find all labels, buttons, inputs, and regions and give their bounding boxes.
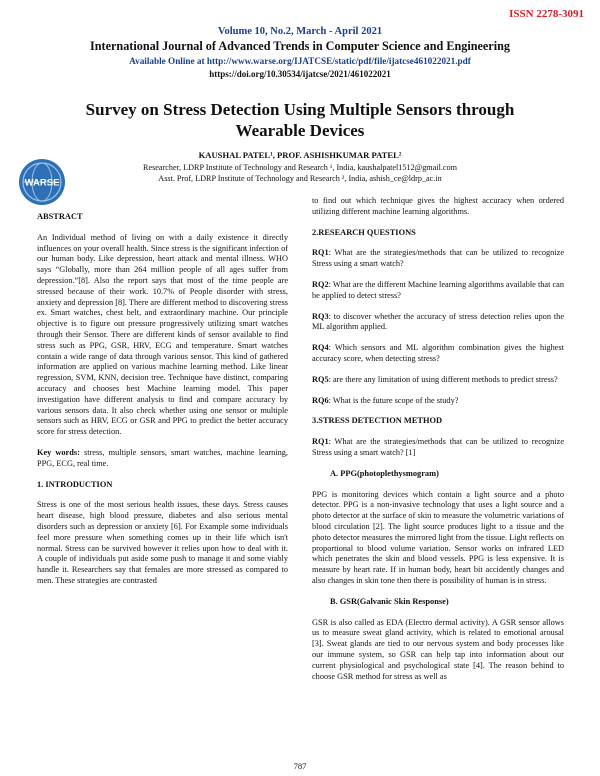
research-questions-heading: 2.RESEARCH QUESTIONS	[312, 227, 416, 237]
keywords	[37, 448, 288, 470]
research-questions-list	[312, 248, 564, 406]
left-column	[37, 212, 288, 597]
paper-title: Survey on Stress Detection Using Multiple Sensors through Wearable Devices	[85, 100, 515, 140]
abstract-text: An Individual method of living on with a daily existence it directly influences on your overall health. Since stress is the significant infection of our human body. Like depression, heart attack and mental illness. WHO says “Globally, more than 264 million people of all ages suffer from depression.”[8]. Also the report says that most of the time people are stressed because of their work. 10.7% of People disorder with stress, anxiety and depression [8]. There are different method to discovering stress ex. Smart watches, chest belt, and extraordinary machine. Our principle objective is to figure out pressure progressively utilizing smart watches through their Sensor. There are different kinds of sensor available to find stress such as PPG, GSR, HRV, ECG and temperature. Smart watches contain a wide range of data through various sensor. This kind of gathered information are applied on various machine learning method. Like linear regression, SVM, KNN, decision tree. Technique have distinct, comparing accuracy and chooses best Machine learning model. This paper investigation have different analysis to find and compare accuracy by various sensors data. It also check whether using one sensor or multiple sensors such as HRV, ECG or GSR and PPG to predict the better accuracy score for stress detection.	[37, 232, 288, 437]
rq-item	[312, 280, 564, 302]
issn: ISSN 2278-3091	[509, 8, 584, 20]
rq-text: : to discover whether the accuracy of stress detection relies upon the ML algorithm applied.	[312, 311, 564, 332]
gsr-text: GSR is also called as EDA (Electro dermal activity). A GSR sensor allows us to measure sweat gland activity, which is related to emotional arousal [3]. Sweat glands are tied to our nervous system and body processes like our immune system, so GSR can help tap into information about our current physiological and psychological state [4]. The reason behind to choose GSR method for stress as well as	[312, 617, 564, 681]
rq-item	[312, 312, 564, 334]
rq-item	[312, 375, 564, 386]
continuation-text: to find out which technique gives the highest accuracy when ordered utilizing different machine learning algorithms.	[312, 196, 564, 216]
ppg-text: PPG is monitoring devices which contain a light source and a photo detector. PPG is a non-invasive technology that uses a light source and a photo detector at the surface of skin to measure the volumetric variations of blood circulation [2]. The light source produces light to a tissue and the photo detector measures the mirrored light from the tissue. Light reflects on proportional to blood volume variation. Sensor works on infrared LED which penetrates the skin and blood vessels. PPG is less expensive. It is measure by heart rate. If in human body, heart bit accidently changes and also changes in skin tone then there is possibility of human is in stress.	[312, 489, 564, 585]
rq-item	[312, 396, 564, 407]
keywords-text: stress, multiple sensors, smart watches, machine learning, PPG, ECG, real time.	[37, 447, 288, 468]
logo-text: WARSE	[24, 177, 60, 189]
journal-name: International Journal of Advanced Trends in Computer Science and Engineering	[90, 39, 510, 53]
rq-text: : What are the strategies/methods that can be utilized to recognize Stress using a smart watch?	[312, 248, 564, 269]
rq-label: RQ3	[312, 311, 329, 321]
rq-label: RQ1	[312, 437, 329, 447]
keywords-label: Key words:	[37, 447, 80, 457]
rq-text: : What are the strategies/methods that can be utilized to recognize Stress using a smart watch? [1]	[312, 437, 564, 457]
volume-issue: Volume 10, No.2, March - April 2021	[217, 26, 383, 37]
rq-text: : are there any limitation of using different methods to predict stress?	[328, 374, 558, 384]
gsr-heading: B. GSR(Galvanic Skin Response)	[330, 596, 449, 606]
rq-label: RQ1	[312, 248, 329, 258]
rq-label: RQ5	[312, 374, 329, 384]
right-column	[312, 196, 564, 692]
intro-text: Stress is one of the most serious health issues, these days. Stress causes heart disease, high blood pressure, diabetes and also serious mental disorders such as depression or anxiety [6]. For Example some individuals feel more pressure when something comes up in their life which isn't normal. Stress can be survived however it relies upon how to deal with it. A couple of individuals put aside some push to manage it and some viably handle it. Researchers say that females are more stressed as compared to men. These strategies are contrasted	[37, 500, 288, 585]
intro-heading: 1. INTRODUCTION	[37, 479, 113, 489]
affiliation-2: Asst. Prof, LDRP Institute of Technology and Research ², India, ashish_ce@ldrp_ac.in	[158, 174, 442, 183]
rq-text: : What is the future scope of the study?	[328, 395, 459, 405]
rq-label: RQ6	[312, 395, 329, 405]
abstract-heading: ABSTRACT	[37, 212, 83, 221]
ppg-heading: A. PPG(photoplethysmogram)	[330, 468, 439, 478]
online-link[interactable]: Available Online at http://www.warse.org/IJATCSE/static/pdf/file/ijatcse461022021.pdf	[129, 56, 471, 66]
stress-detection-rq	[312, 437, 564, 459]
rq-text: : What are the different Machine learning algorithms available that can be applied to detect stress?	[312, 279, 564, 300]
rq-label: RQ2	[312, 279, 329, 289]
rq-text: : Which sensors and ML algorithm combination gives the highest accuracy score, when detecting stress?	[312, 343, 564, 363]
page-number: 787	[293, 761, 307, 771]
affiliation-1: Researcher, LDRP Institute of Technology and Research ¹, India, kaushalpatel1512@gmail.com	[143, 163, 457, 172]
doi-link[interactable]: https://doi.org/10.30534/ijatcse/2021/461022021	[209, 69, 391, 79]
stress-detection-heading: 3.STRESS DETECTION METHOD	[312, 416, 443, 426]
rq-item	[312, 248, 564, 270]
rq-label: RQ4	[312, 343, 329, 353]
authors: KAUSHAL PATEL¹, PROF. ASHISHKUMAR PATEL²	[198, 150, 402, 160]
rq-item	[312, 343, 564, 365]
